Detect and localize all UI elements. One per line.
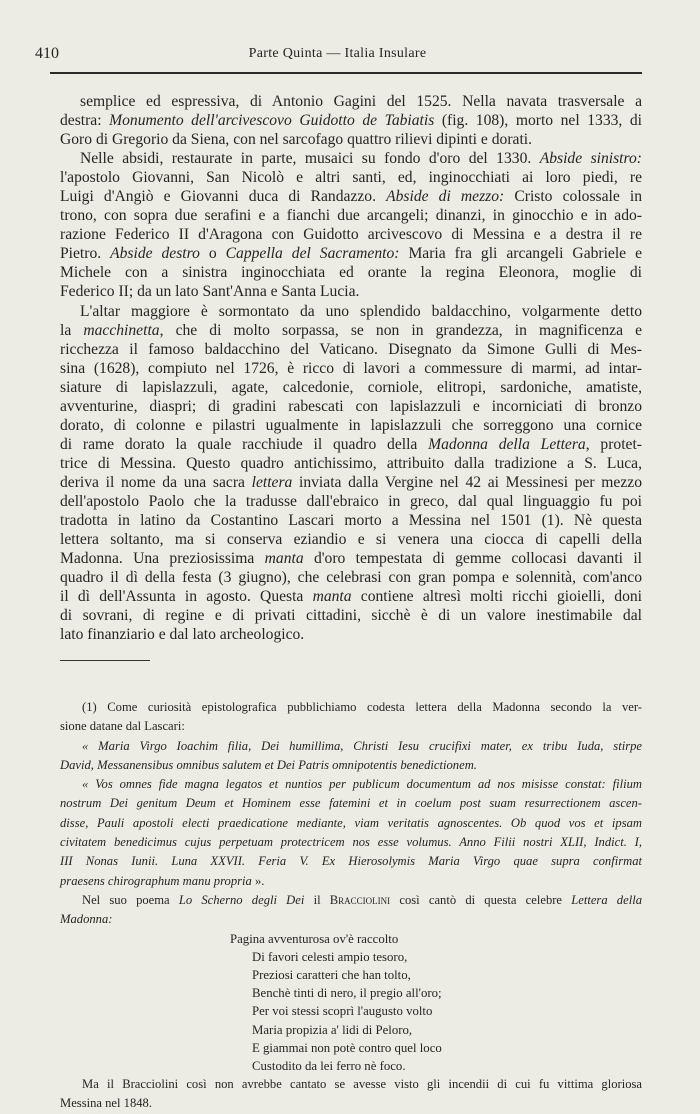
- footnote-line: [60, 698, 642, 717]
- text-line: [60, 530, 642, 549]
- text-segment: Lo Scherno degli Dei: [178, 892, 305, 907]
- text-segment: Abside destro: [110, 245, 200, 263]
- text-line: [60, 549, 642, 568]
- footnote-line: [60, 737, 642, 756]
- text-segment: dell'apostolo Paolo che la tradusse dall'ebraico in greco, dal qual linguaggio fu poi: [60, 492, 642, 510]
- running-title: Parte Quinta — Italia Insulare: [248, 46, 427, 61]
- poem-line: Custodito da lei ferro nè foco.: [252, 1058, 406, 1073]
- text-segment: Messina nel 1848.: [60, 1096, 152, 1111]
- text-line: [60, 397, 642, 416]
- text-segment: lettera: [251, 473, 293, 491]
- text-segment: tradotta in latino da Costantino Lascari morto a Messina nel 1501 (1). Nè questa: [60, 512, 642, 530]
- text-segment: , protet-: [585, 435, 642, 453]
- text-segment: Maria fra gli arcangeli Gabriele e: [399, 245, 642, 263]
- text-segment: civitatem benedicimus cujus perpetuam protectricem nos esse volumus. Anno Filii nostri XLII, Indict. I,: [60, 835, 642, 850]
- text-segment: Michele con a sinistra inginocchiata ed orante la regina Eleonora, moglie di: [60, 264, 642, 282]
- text-line: [60, 587, 642, 606]
- footnote-line: [60, 872, 642, 891]
- text-segment: razione Federico II d'Aragona con Guidotto arcivescovo di Messina e a destra il re: [60, 226, 642, 244]
- text-segment: semplice ed espressiva, di Antonio Gagini del 1525. Nella navata trasversale a: [80, 93, 642, 110]
- text-segment: Ma il Bracciolini così non avrebbe cantato se avesse visto gli incendii di cui fu vittima gloriosa: [82, 1077, 642, 1092]
- text-line: [60, 244, 642, 263]
- text-segment: ricchezza il famoso baldacchino del Vaticano. Disegnato da Simone Gulli di Mes-: [60, 340, 642, 358]
- text-line: [60, 492, 642, 511]
- text-line: [60, 187, 642, 206]
- text-segment: Pietro.: [60, 245, 111, 263]
- text-segment: Abside sinistro:: [539, 150, 642, 168]
- text-segment: manta: [312, 588, 352, 606]
- footnote-line: [60, 814, 642, 833]
- footnote-paragraphs: [60, 698, 642, 930]
- text-segment: l'apostolo Giovanni, San Nicolò e altri santi, ed, inginocchiati ai loro piedi, re: [60, 169, 642, 187]
- text-line: [60, 130, 642, 149]
- text-segment: di rame dorato la quale racchiude il quadro della: [60, 435, 429, 453]
- text-line: [60, 511, 642, 530]
- text-segment: III Nonas Iunii. Luna XXVII. Feria V. Ex Hierosolymis Maria Virgo quae supra confirmat: [60, 854, 642, 869]
- text-segment: ».: [251, 873, 265, 888]
- text-segment: il: [304, 892, 330, 907]
- closing-paragraph: [60, 1075, 642, 1114]
- footnote-line: [60, 775, 642, 794]
- text-line: [60, 606, 642, 625]
- text-segment: contiene altresì molti ricchi gioielli, doni: [351, 588, 642, 606]
- text-segment: Monumento dell'arcivescovo Guidotto de Tabiatis: [109, 112, 435, 130]
- text-segment: Nelle absidi, restaurate in parte, musaici su fondo d'oro del 1330.: [80, 150, 540, 168]
- text-line: [60, 340, 642, 359]
- footnote-line: [60, 891, 642, 910]
- text-segment: avventurine, diaspri; di gradini rabescati con lapislazzuli e incorniciati di bronzo: [60, 397, 642, 415]
- text-segment: macchinetta: [83, 321, 160, 339]
- poem-line: E giammai non potè contro quel loco: [252, 1040, 442, 1055]
- text-segment: quadro il dì della festa (3 giugno), che celebrasi con gran pompa e solennità, com'anco: [60, 569, 642, 587]
- text-line: [60, 302, 642, 321]
- text-line: [60, 473, 642, 492]
- text-segment: Goro di Gregorio da Siena, con nel sarcofago quattro rilievi dipinti e dorati.: [60, 131, 533, 149]
- text-segment: così cantò di questa celebre: [390, 892, 572, 907]
- text-segment: Luigi d'Angiò e Giovanni duca di Randazzo.: [60, 188, 387, 206]
- footnote-line: [60, 852, 642, 871]
- poem-line: Di favori celesti ampio tesoro,: [252, 949, 408, 964]
- text-line: [60, 149, 642, 168]
- footnote-line: [60, 756, 642, 775]
- text-segment: lettera soltanto, ma si conserva eziandio e si venera una ciocca di capelli della: [60, 531, 642, 549]
- text-segment: destra:: [60, 112, 110, 130]
- text-segment: Madonna della Lettera: [428, 435, 586, 453]
- text-segment: trice di Messina. Questo quadro antichissimo, attribuito dalla tradizione a S. Luca,: [60, 454, 642, 472]
- text-segment: di sovrani, di regine e di privati cittadini, sicchè è di un valore inestimabile dal: [60, 607, 642, 625]
- text-segment: praesens chirographum manu propria: [60, 873, 252, 888]
- poem: [230, 930, 642, 1076]
- text-line: [60, 168, 642, 187]
- text-line: [60, 225, 642, 244]
- text-segment: Madonna:: [60, 912, 113, 927]
- text-segment: nostrum Dei genitum Deum et Hominem esse fatemini et in coelum post suam resurrectionem ascen-: [60, 796, 642, 811]
- footnote-line: [60, 833, 642, 852]
- text-segment: deriva il nome da una sacra: [60, 473, 252, 491]
- text-segment: trono, con sopra due serafini e a fianchi due arcangeli; dinanzi, in ginocchio e in ado-: [60, 207, 642, 225]
- text-line: [60, 568, 642, 587]
- main-text: [60, 92, 642, 644]
- text-line: [60, 625, 642, 644]
- header-rule: [50, 72, 642, 74]
- text-segment: Cappella del Sacramento:: [225, 245, 400, 263]
- poem-line: Preziosi caratteri che han tolto,: [252, 967, 411, 982]
- footnote-divider: [60, 660, 150, 661]
- text-line: [60, 263, 642, 282]
- text-line: [60, 92, 642, 111]
- text-line: [60, 111, 642, 130]
- page-header: [35, 45, 640, 75]
- text-segment: « Vos omnes fide magna legatos et nuntios per publicum documentum ad nos misisse constat: filium: [82, 777, 642, 792]
- text-segment: , che di molto sorpassa, se non in grandezza, in magnificenza e: [159, 321, 643, 339]
- text-line: [60, 435, 642, 454]
- footnote-line: [60, 794, 642, 813]
- page-number: 410: [35, 45, 59, 62]
- text-segment: dorato, di colonne e pilastri ugualmente in lapislazzuli che sorreggono una cornice: [60, 416, 642, 434]
- text-segment: Lettera della: [571, 892, 642, 907]
- text-line: [60, 282, 642, 301]
- text-line: [60, 454, 642, 473]
- footnote-line: [60, 717, 642, 736]
- footnote-line: [60, 1094, 642, 1113]
- text-segment: siature di lapislazzuli, agate, calcedonie, corniole, elitropi, sardoniche, amatiste,: [60, 378, 642, 396]
- text-segment: d'oro tempestata di gemme collocasi davanti il: [303, 550, 642, 568]
- text-segment: sina (1628), compiuto nel 1726, è ricco di lavori a commessure di marmi, ad intar-: [60, 359, 642, 377]
- text-line: [60, 416, 642, 435]
- text-segment: disse, Pauli apostoli electi praedicatione mediante, viam veritatis agnoscentes. Ob quod vos et ipsam: [60, 815, 642, 830]
- text-line: [60, 321, 642, 340]
- text-segment: Madonna. Una preziosissima: [60, 550, 265, 568]
- text-segment: la: [60, 321, 84, 339]
- text-segment: Bracciolini: [329, 892, 391, 907]
- text-segment: (fig. 108), morto nel 1333, di: [434, 112, 642, 130]
- text-segment: Cristo colossale in: [504, 188, 643, 206]
- footnote-line: [60, 910, 642, 929]
- text-line: [60, 206, 642, 225]
- poem-line: Maria propizia a' lidi di Peloro,: [252, 1022, 413, 1037]
- text-segment: sione datane dal Lascari:: [60, 719, 185, 734]
- footnote-line: [60, 1075, 642, 1094]
- text-segment: Nel suo poema: [82, 892, 179, 907]
- text-segment: « Maria Virgo Ioachim filia, Dei humillima, Christi Iesu crucifixi mater, ex tribu Iuda, stirpe: [82, 738, 642, 753]
- text-line: [60, 378, 642, 397]
- poem-line: Pagina avventurosa ov'è raccolto: [230, 931, 399, 946]
- text-segment: inviata dalla Vergine nel 42 ai Messinesi per mezzo: [292, 473, 642, 491]
- text-segment: lato finanziario e dal lato archeologico.: [60, 626, 305, 644]
- poem-line: Benchè tinti di nero, il pregio all'oro;: [252, 986, 442, 1001]
- text-segment: David, Messanensibus omnibus salutem et Dei Patris omnipotentis benedictionem.: [60, 757, 477, 772]
- text-segment: Abside di mezzo:: [386, 188, 505, 206]
- text-segment: manta: [264, 550, 304, 568]
- poem-line: Per voi stessi scoprì l'augusto volto: [252, 1004, 433, 1019]
- text-segment: o: [199, 245, 226, 263]
- footnotes: [60, 698, 642, 1114]
- text-segment: il dì dell'Assunta in agosto. Questa: [60, 588, 313, 606]
- text-line: [60, 359, 642, 378]
- text-segment: Federico II; da un lato Sant'Anna e Santa Lucia.: [60, 283, 360, 301]
- text-segment: L'altar maggiore è sormontato da uno splendido baldacchino, volgarmente detto: [80, 302, 642, 320]
- text-segment: (1) Come curiosità epistolografica pubblichiamo codesta lettera della Madonna secondo la ver-: [82, 700, 642, 714]
